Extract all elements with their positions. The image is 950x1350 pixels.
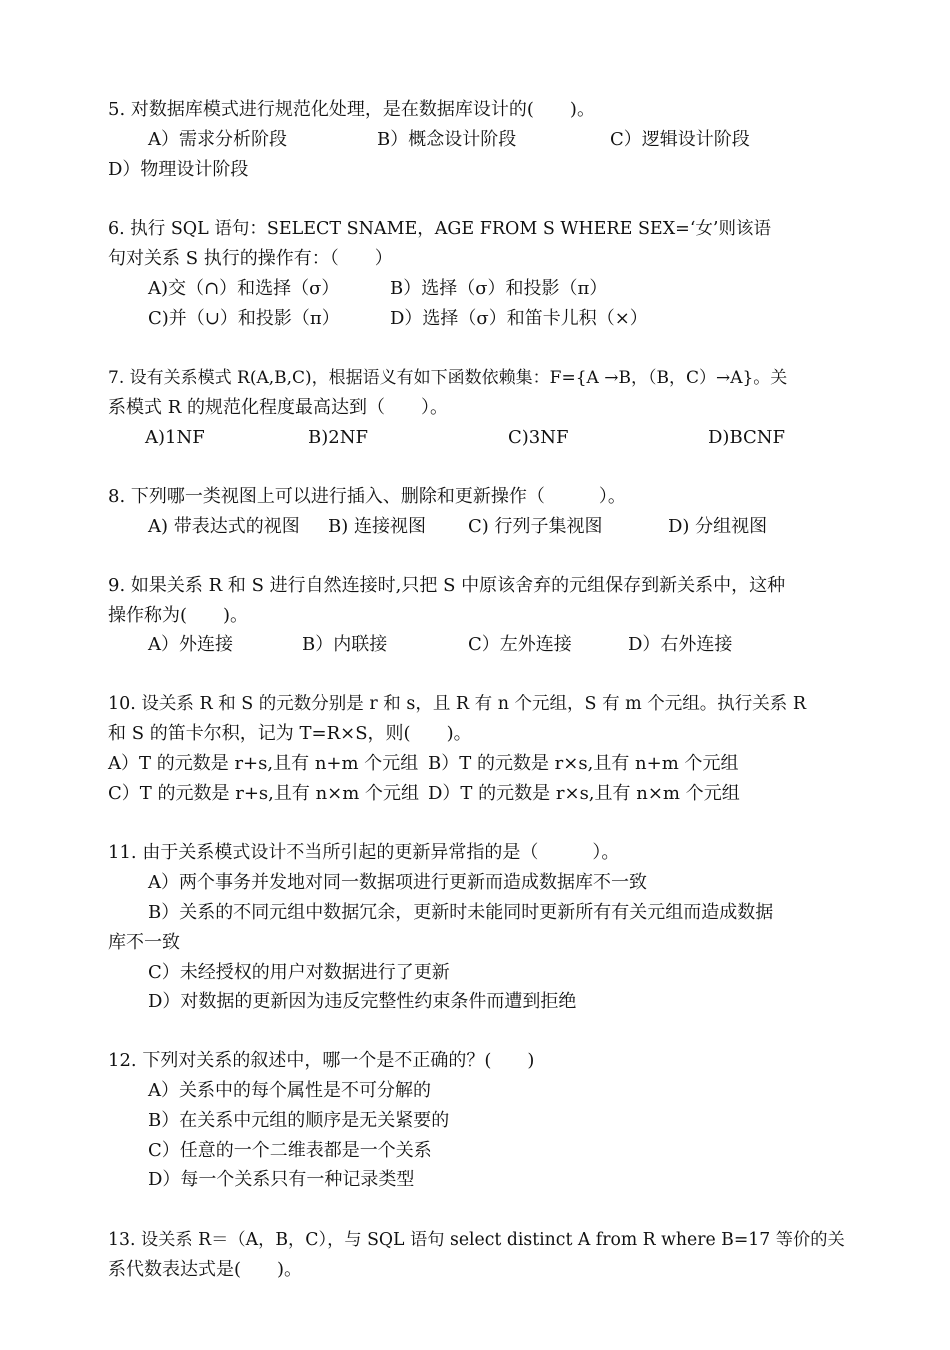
question-11-option-c: C）未经授权的用户对数据进行了更新 <box>148 962 450 983</box>
question-12-option-d: D）每一个关系只有一种记录类型 <box>148 1169 415 1190</box>
question-10-stem-line2: 和 S 的笛卡尔积，记为 T=R×S，则( )。 <box>108 723 472 744</box>
question-10-option-a: A）T 的元数是 r+s,且有 n+m 个元组 <box>108 753 419 774</box>
question-9-option-b: B）内联接 <box>302 634 388 655</box>
question-10-stem-line1: 10. 设关系 R 和 S 的元数分别是 r 和 s，且 R 有 n 个元组，S 有 m 个元组。执行关系 R <box>108 694 807 714</box>
question-9-stem-line1: 9. 如果关系 R 和 S 进行自然连接时,只把 S 中原该舍弃的元组保存到新关系中，这种 <box>108 575 786 596</box>
question-5-stem: 5. 对数据库模式进行规范化处理，是在数据库设计的( )。 <box>108 99 595 120</box>
question-11-option-b-line2: 库不一致 <box>108 932 180 953</box>
question-6-stem-line2: 句对关系 S 执行的操作有：（ ） <box>108 248 393 269</box>
question-7-option-b: B)2NF <box>308 427 368 448</box>
question-10-option-b: B）T 的元数是 r×s,且有 n+m 个元组 <box>428 753 739 774</box>
question-7-option-d: D)BCNF <box>708 427 786 448</box>
question-9-stem-line2: 操作称为( )。 <box>108 605 249 626</box>
question-7-stem-line2: 系模式 R 的规范化程度最高达到（ ）。 <box>108 397 448 418</box>
question-9-option-c: C）左外连接 <box>468 634 572 655</box>
question-8-stem: 8. 下列哪一类视图上可以进行插入、删除和更新操作（ ）。 <box>108 486 626 507</box>
question-12-option-c: C）任意的一个二维表都是一个关系 <box>148 1140 432 1161</box>
question-6-option-d: D）选择（σ）和笛卡儿积（×） <box>390 308 648 329</box>
question-10-option-c: C）T 的元数是 r+s,且有 n×m 个元组 <box>108 783 420 804</box>
question-6-option-b: B）选择（σ）和投影（π） <box>390 278 608 299</box>
question-13-stem-line1: 13. 设关系 R＝（A，B，C），与 SQL 语句 select distinct A from R where B=17 等价的关 <box>108 1230 845 1250</box>
question-9-option-d: D）右外连接 <box>628 634 733 655</box>
question-6-stem-line1: 6. 执行 SQL 语句：SELECT SNAME，AGE FROM S WHERE SEX=‘女’则该语 <box>108 219 771 239</box>
question-7-option-a: A)1NF <box>145 427 205 448</box>
question-6-option-a: A)交（∩）和选择（σ） <box>148 278 340 299</box>
question-11-stem: 11. 由于关系模式设计不当所引起的更新异常指的是（ ）。 <box>108 842 620 863</box>
question-8-option-d: D) 分组视图 <box>668 516 768 537</box>
question-11-option-b-line1: B）关系的不同元组中数据冗余，更新时未能同时更新所有有关元组而造成数据 <box>148 902 774 923</box>
question-9-option-a: A）外连接 <box>148 634 233 655</box>
question-12-stem: 12. 下列对关系的叙述中，哪一个是不正确的？( ) <box>108 1050 535 1071</box>
question-12-option-b: B）在关系中元组的顺序是无关紧要的 <box>148 1110 450 1131</box>
question-6-option-c: C)并（∪）和投影（π） <box>148 308 340 329</box>
question-7-stem-line1: 7. 设有关系模式 R(A,B,C)，根据语义有如下函数依赖集：F={A →B，（B，C）→A}。关 <box>108 368 788 388</box>
question-5-option-c: C）逻辑设计阶段 <box>610 129 750 150</box>
question-8-option-a: A) 带表达式的视图 <box>148 516 300 537</box>
question-5-option-a: A）需求分析阶段 <box>148 129 287 150</box>
question-13-stem-line2: 系代数表达式是( )。 <box>108 1259 303 1280</box>
question-12-option-a: A）关系中的每个属性是不可分解的 <box>148 1080 431 1101</box>
question-10-option-d: D）T 的元数是 r×s,且有 n×m 个元组 <box>428 783 740 804</box>
question-11-option-d: D）对数据的更新因为违反完整性约束条件而遭到拒绝 <box>148 991 577 1012</box>
question-11-option-a: A）两个事务并发地对同一数据项进行更新而造成数据库不一致 <box>148 872 647 893</box>
question-5-option-d: D）物理设计阶段 <box>108 159 249 180</box>
question-5-option-b: B）概念设计阶段 <box>377 129 517 150</box>
question-8-option-c: C) 行列子集视图 <box>468 516 603 537</box>
question-8-option-b: B) 连接视图 <box>328 516 426 537</box>
question-7-option-c: C)3NF <box>508 427 569 448</box>
